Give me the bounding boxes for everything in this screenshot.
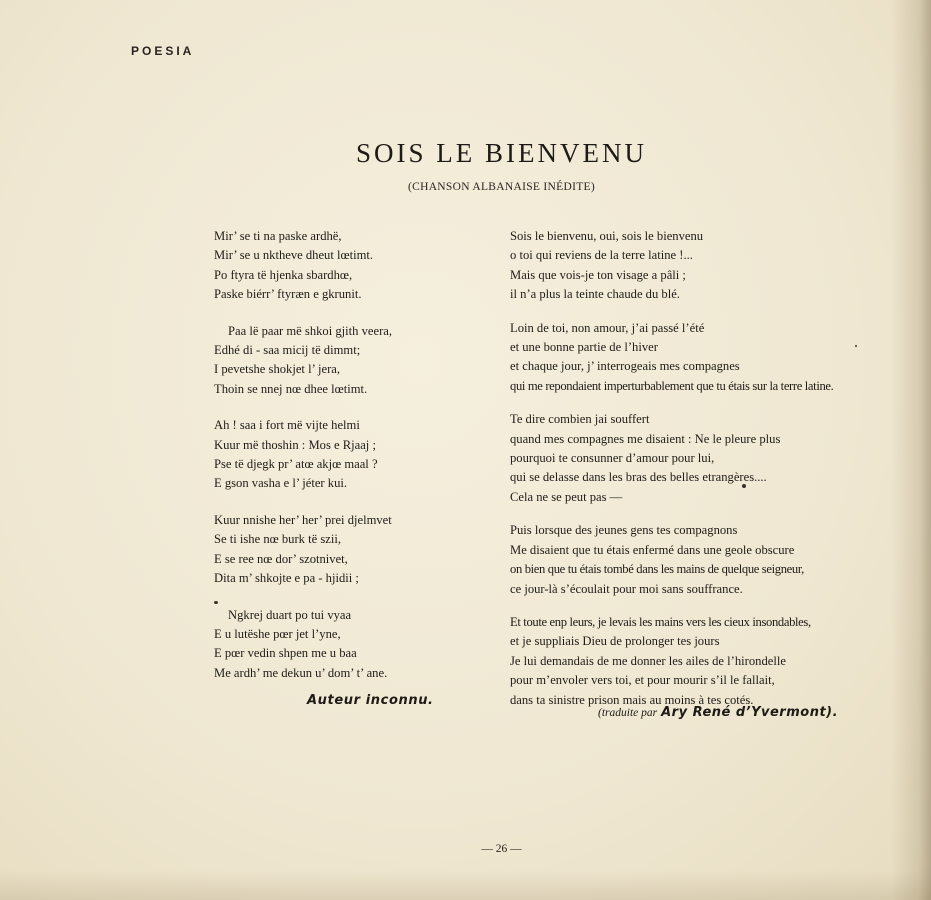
verse-line: pour m’envoler vers toi, et pour mourir s’il le fallait,	[510, 673, 775, 688]
french-stanza	[510, 227, 885, 305]
verse-line: Paske biérr’ ftyræn e gkrunit.	[214, 287, 362, 302]
verse-line: E u lutëshe pœr jet l’yne,	[214, 626, 341, 641]
verse-line: Pse të djegk pr’ atœ akjœ maal ?	[214, 457, 378, 472]
poem-subtitle: (CHANSON ALBANAISE INÉDITE)	[408, 181, 595, 193]
verse-line: Me disaient que tu étais enfermé dans une geole obscure	[510, 542, 795, 557]
section-label: POESIA	[131, 44, 195, 58]
verse-line: dans ta sinistre prison mais au moins à tes cotés.	[510, 692, 754, 707]
verse-line: Paa lë paar më shkoi gjith veera,	[228, 323, 393, 338]
verse-line: Po ftyra të hjenka sbardhœ,	[214, 267, 353, 282]
verse-line: Me ardh’ me dekun u’ dom’ t’ ane.	[214, 665, 388, 680]
verse-line: et une bonne partie de l’hiver	[510, 340, 658, 355]
translator-name: Ary René d’Yvermont).	[661, 705, 839, 720]
poem-title: SOIS LE BIENVENU	[356, 138, 647, 168]
verse-line: quand mes compagnes me disaient : Ne le pleure plus	[510, 431, 781, 446]
albanian-stanza	[214, 322, 474, 400]
verse-line: Edhé di - saa micij të dimmt;	[214, 343, 361, 358]
ink-speck	[855, 345, 857, 347]
verse-line: pourquoi te consunner d’amour pour lui,	[510, 451, 715, 466]
verse-line: E pœr vedin shpen me u baa	[214, 646, 357, 661]
verse-line: Cela ne se peut pas —	[510, 489, 623, 504]
verse-line: on bien que tu étais tombé dans les mains de quelque seigneur,	[510, 562, 804, 577]
ink-speck	[214, 601, 218, 604]
verse-line: I pevetshe shokjet l’ jera,	[214, 362, 341, 377]
albanian-stanza	[214, 227, 474, 305]
verse-line: il n’a plus la teinte chaude du blé.	[510, 287, 680, 302]
verse-line: qui me repondaient imperturbablement que tu étais sur la terre latine.	[510, 378, 834, 393]
page-number: — 26 —	[481, 843, 522, 855]
page-bottom-shadow	[0, 870, 931, 900]
verse-line: Loin de toi, non amour, j’ai passé l’été	[510, 320, 705, 335]
albanian-column	[214, 227, 474, 700]
verse-line: Et toute enp leurs, je levais les mains vers les cieux insondables,	[510, 614, 811, 629]
verse-line: Je lui demandais de me donner les ailes de l’hirondelle	[510, 653, 786, 668]
author-credit: Auteur inconnu.	[307, 693, 434, 708]
verse-line: et chaque jour, j’ interrogeais mes compagnes	[510, 359, 740, 374]
translator-prefix: (traduite par	[598, 707, 658, 719]
verse-line: Kuur nnishe her’ her’ prei djelmvet	[214, 512, 392, 527]
verse-line: Ah ! saa i fort më vijte helmi	[214, 418, 360, 433]
verse-line: Mais que vois-je ton visage a pâli ;	[510, 267, 686, 282]
verse-line: E gson vasha e l’ jéter kui.	[214, 476, 348, 491]
french-stanza	[510, 521, 885, 599]
verse-line: Mir’ se ti na paske ardhë,	[214, 229, 342, 243]
page-edge-shadow	[891, 0, 931, 900]
verse-line: qui se delasse dans les bras des belles etrangères....	[510, 470, 767, 485]
albanian-stanza	[214, 416, 474, 494]
ink-speck	[742, 484, 746, 488]
verse-line: Sois le bienvenu, oui, sois le bienvenu	[510, 229, 704, 243]
verse-line: ce jour-là s’écoulait pour moi sans souffrance.	[510, 581, 743, 596]
verse-line: Se ti ishe nœ burk të szii,	[214, 532, 341, 547]
verse-line: Puis lorsque des jeunes gens tes compagnons	[510, 523, 738, 538]
french-stanza	[510, 410, 885, 507]
verse-line: Mir’ se u nktheve dheut lœtimt.	[214, 248, 374, 263]
french-stanza	[510, 613, 885, 710]
verse-line: et je suppliais Dieu de prolonger tes jours	[510, 634, 720, 649]
verse-line: o toi qui reviens de la terre latine !...	[510, 248, 693, 263]
verse-line: Ngkrej duart po tui vyaa	[228, 607, 352, 622]
albanian-stanza	[214, 511, 474, 589]
french-column	[510, 227, 885, 724]
verse-line: E se ree nœ dor’ szotnivet,	[214, 551, 348, 566]
verse-line: Te dire combien jai souffert	[510, 412, 650, 427]
verse-line: Dita m’ shkojte e pa - hjidii ;	[214, 571, 359, 586]
albanian-stanza	[214, 606, 474, 684]
verse-line: Kuur më thoshin : Mos e Rjaaj ;	[214, 437, 376, 452]
verse-line: Thoin se nnej nœ dhee lœtimt.	[214, 381, 368, 396]
french-stanza	[510, 319, 885, 397]
translator-credit	[598, 703, 838, 721]
